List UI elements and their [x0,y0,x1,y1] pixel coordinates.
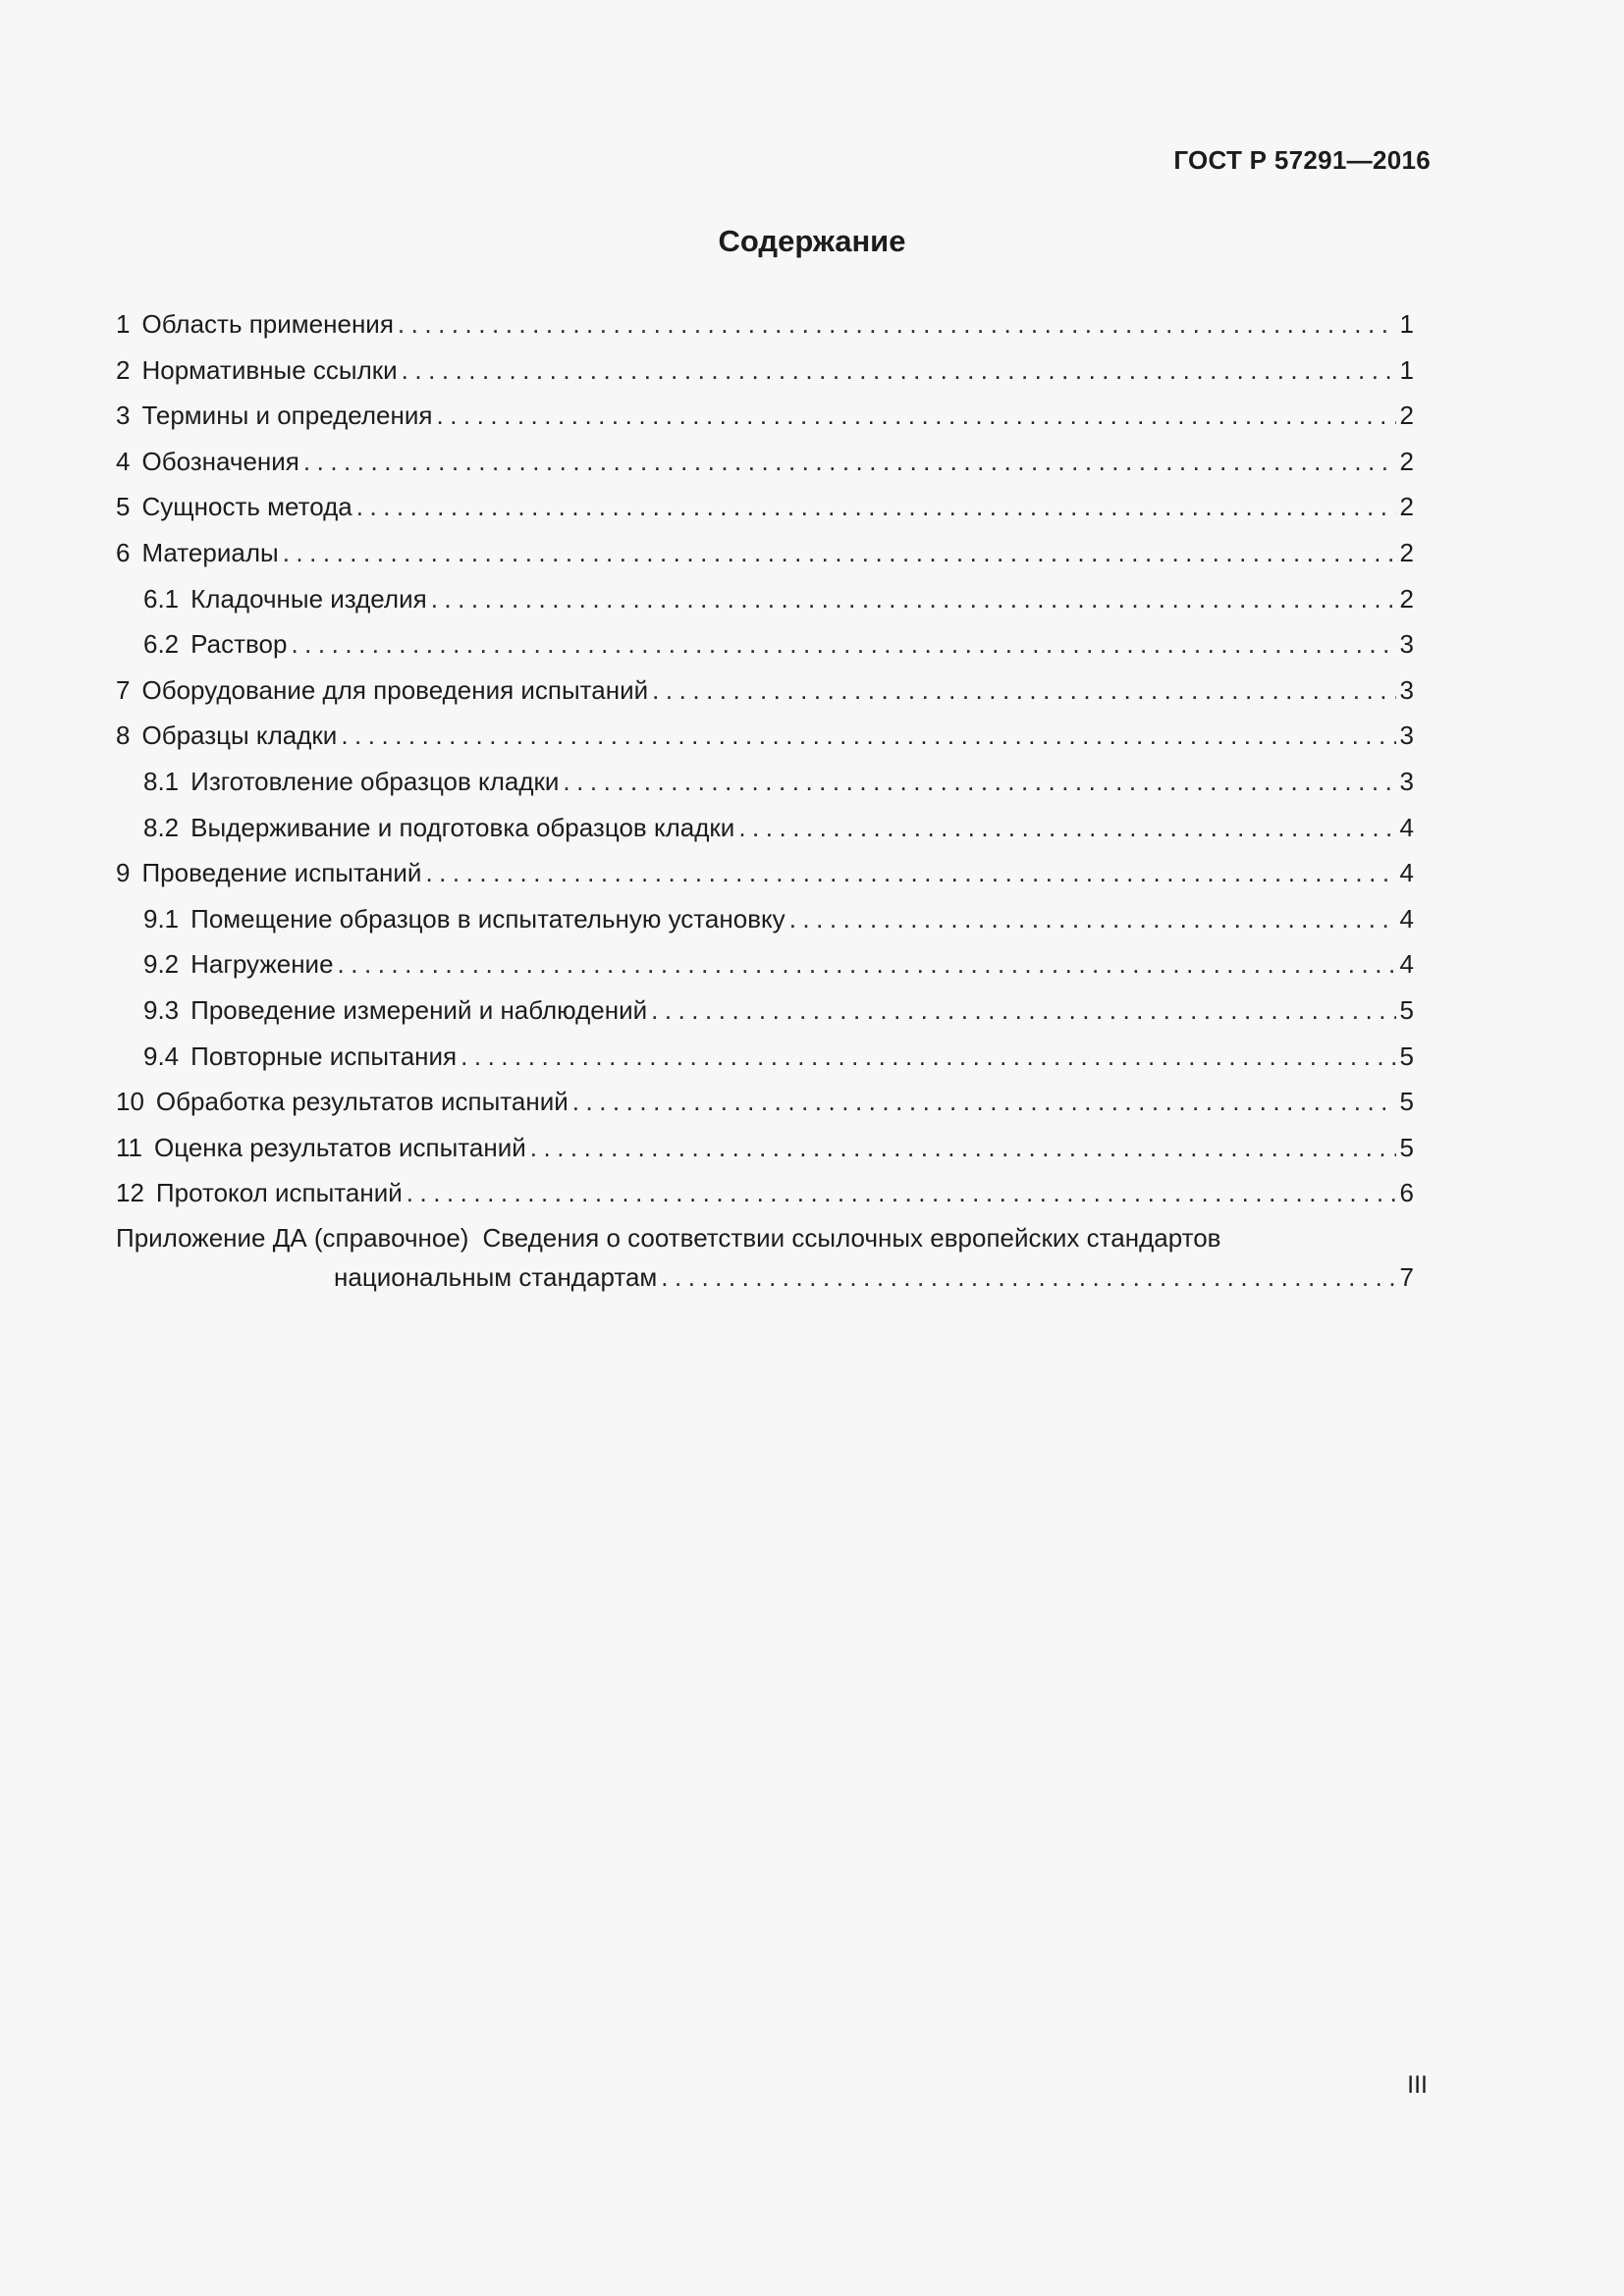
toc-entry-page: 2 [1399,492,1414,522]
toc-entry-label: Повторные испытания [190,1041,458,1071]
toc-entry-label: Сущность метода [141,492,352,522]
toc-entry[interactable] [116,484,1414,530]
toc-entry-number: 9.4 [143,1041,180,1071]
dot-leader [460,1034,1396,1080]
dot-leader [303,439,1396,485]
toc-entry-page: 3 [1399,674,1414,705]
toc-entry[interactable] [116,805,1414,851]
toc-entry[interactable] [116,576,1414,622]
dot-leader [341,713,1396,759]
toc-entry[interactable] [116,439,1414,485]
toc-annex-entry[interactable] [116,1218,1414,1297]
toc-entry-number: 6.1 [143,583,180,614]
dot-leader [652,667,1396,714]
annex-line-2 [116,1257,1414,1297]
dot-leader [425,850,1396,896]
toc-entry[interactable] [116,896,1414,942]
toc-entries [116,301,1414,1216]
toc-entry-page: 5 [1399,1132,1414,1162]
dot-leader [436,393,1396,439]
toc-entry-label: Раствор [190,629,288,660]
toc-entry-label: Нагружение [190,949,334,980]
annex-line-1 [116,1218,1414,1257]
toc-entry-label: Проведение испытаний [141,858,422,888]
toc-entry-page: 5 [1399,1041,1414,1071]
toc-entry[interactable] [116,530,1414,576]
toc-entry-page: 1 [1399,354,1414,385]
toc-entry-number: 8.2 [143,812,180,842]
dot-leader [291,621,1396,667]
dot-leader [398,301,1396,347]
toc-entry-label: Образцы кладки [141,721,338,751]
toc-entry-number: 5 [116,492,131,522]
toc-entry-page: 3 [1399,629,1414,660]
dot-leader [661,1257,1396,1297]
toc-entry-number: 8.1 [143,766,180,796]
toc-entry[interactable] [116,1170,1414,1216]
toc-entry[interactable] [116,713,1414,759]
toc-entry-label: Выдерживание и подготовка образцов кладки [190,812,735,842]
dot-leader [738,805,1396,851]
toc-entry-number: 7 [116,674,131,705]
toc-entry[interactable] [116,988,1414,1034]
toc-entry-page: 3 [1399,766,1414,796]
toc-entry-page: 2 [1399,400,1414,431]
toc-entry[interactable] [116,347,1414,394]
toc-title: Содержание [718,224,906,258]
toc-entry[interactable] [116,1034,1414,1080]
toc-entry-page: 4 [1399,903,1414,934]
toc-entry-number: 2 [116,354,131,385]
annex-title-part-1: Сведения о соответствии ссылочных европейских стандартов [482,1222,1221,1253]
dot-leader [402,347,1396,394]
annex-heading: Приложение ДА (справочное) [116,1222,469,1253]
toc-entry-page: 4 [1399,812,1414,842]
toc-entry-page: 5 [1399,994,1414,1025]
toc-entry-label: Нормативные ссылки [141,354,398,385]
toc-entry-label: Оборудование для проведения испытаний [141,674,649,705]
toc-entry-number: 9.1 [143,903,180,934]
toc-entry-number: 6 [116,537,131,567]
toc-entry-label: Кладочные изделия [190,583,427,614]
toc-entry[interactable] [116,667,1414,714]
toc-entry-label: Проведение измерений и наблюдений [190,994,648,1025]
toc-entry[interactable] [116,850,1414,896]
toc-entry-page: 5 [1399,1087,1414,1117]
toc-entry[interactable] [116,759,1414,805]
toc-entry[interactable] [116,941,1414,988]
toc-entry-label: Область применения [141,309,394,339]
toc-entry[interactable] [116,393,1414,439]
toc-entry-label: Оценка результатов испытаний [154,1132,526,1162]
dot-leader [406,1170,1396,1216]
toc-entry-page: 4 [1399,949,1414,980]
toc-entry[interactable] [116,1125,1414,1171]
toc-entry-number: 1 [116,309,131,339]
toc-entry-number: 3 [116,400,131,431]
toc-entry-page: 4 [1399,858,1414,888]
dot-leader [530,1125,1396,1171]
toc-entry[interactable] [116,301,1414,347]
toc-entry-number: 9.2 [143,949,180,980]
toc-entry-number: 9.3 [143,994,180,1025]
dot-leader [356,484,1396,530]
toc-entry-number: 4 [116,446,131,476]
toc-entry-label: Обозначения [141,446,299,476]
toc-entry-label: Обработка результатов испытаний [155,1087,568,1117]
toc-entry-label: Протокол испытаний [155,1178,403,1208]
toc-entry-label: Термины и определения [141,400,433,431]
dot-leader [789,896,1396,942]
toc-entry-label: Материалы [141,537,279,567]
toc-entry-page: 1 [1399,309,1414,339]
dot-leader [563,759,1396,805]
toc-entry-number: 10 [116,1087,144,1117]
dot-leader [338,941,1396,988]
toc-entry[interactable] [116,621,1414,667]
toc-entry-page: 2 [1399,583,1414,614]
annex-title-part-2: национальным стандартам [334,1261,658,1292]
toc-entry-number: 9 [116,858,131,888]
toc-entry-page: 6 [1399,1178,1414,1208]
page-number: III [1407,2071,1428,2099]
annex-page-number: 7 [1399,1261,1414,1292]
toc-entry-label: Помещение образцов в испытательную установку [190,903,785,934]
dot-leader [651,988,1396,1034]
dot-leader [431,576,1396,622]
dot-leader [572,1079,1396,1125]
toc-entry-page: 2 [1399,446,1414,476]
dot-leader [283,530,1396,576]
toc-entry[interactable] [116,1079,1414,1125]
document-code: ГОСТ Р 57291—2016 [1173,145,1431,175]
toc-entry-number: 6.2 [143,629,180,660]
table-of-contents [116,301,1414,1297]
toc-entry-number: 12 [116,1178,144,1208]
toc-entry-page: 3 [1399,721,1414,751]
toc-entry-label: Изготовление образцов кладки [190,766,560,796]
toc-entry-page: 2 [1399,537,1414,567]
toc-entry-number: 8 [116,721,131,751]
toc-entry-number: 11 [116,1132,142,1162]
